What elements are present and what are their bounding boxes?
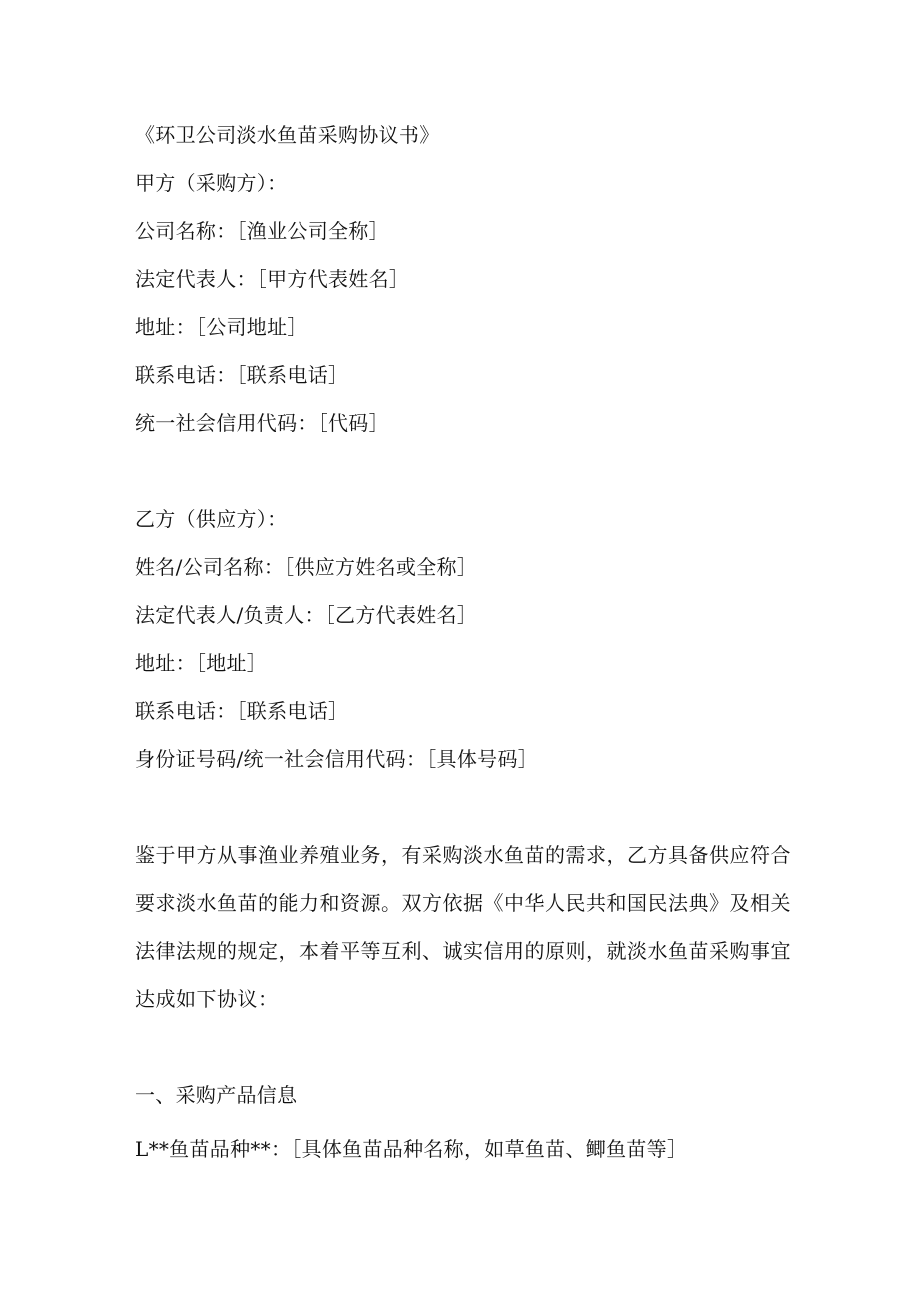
party-a-credit-code: 统一社会信用代码：［代码］: [135, 411, 389, 435]
preamble-line: 达成如下协议：: [135, 987, 279, 1011]
party-b-legal-rep: 法定代表人/负责人：［乙方代表姓名］: [135, 603, 478, 627]
party-b-phone: 联系电话：［联系电话］: [135, 699, 349, 723]
party-b-heading: 乙方（供应方）：: [135, 507, 288, 531]
preamble-line: 鉴于甲方从事渔业养殖业务，有采购淡水鱼苗的需求，乙方具备供应符合: [135, 843, 791, 867]
party-a-address: 地址：［公司地址］: [135, 315, 308, 339]
party-a-heading: 甲方（采购方）：: [135, 171, 288, 195]
preamble-paragraph: [135, 831, 791, 1023]
party-a-phone: 联系电话：［联系电话］: [135, 363, 349, 387]
party-b-name: 姓名/公司名称：［供应方姓名或全称］: [135, 555, 478, 579]
party-b-address: 地址：［地址］: [135, 651, 268, 675]
party-a-legal-rep: 法定代表人：［甲方代表姓名］: [135, 267, 410, 291]
section-1-heading: 一、采购产品信息: [135, 1083, 298, 1107]
section-1-item-1: L**鱼苗品种**：［具体鱼苗品种名称，如草鱼苗、鲫鱼苗等］: [135, 1137, 688, 1161]
document-title: 《环卫公司淡水鱼苗采购协议书》: [135, 123, 440, 147]
party-b-id-code: 身份证号码/统一社会信用代码：［具体号码］: [135, 747, 539, 771]
preamble-line: 要求淡水鱼苗的能力和资源。双方依据《中华人民共和国民法典》及相关: [135, 891, 791, 915]
preamble-line: 法律法规的规定，本着平等互利、诚实信用的原则，就淡水鱼苗采购事宜: [135, 939, 791, 963]
party-a-company-name: 公司名称：［渔业公司全称］: [135, 219, 389, 243]
